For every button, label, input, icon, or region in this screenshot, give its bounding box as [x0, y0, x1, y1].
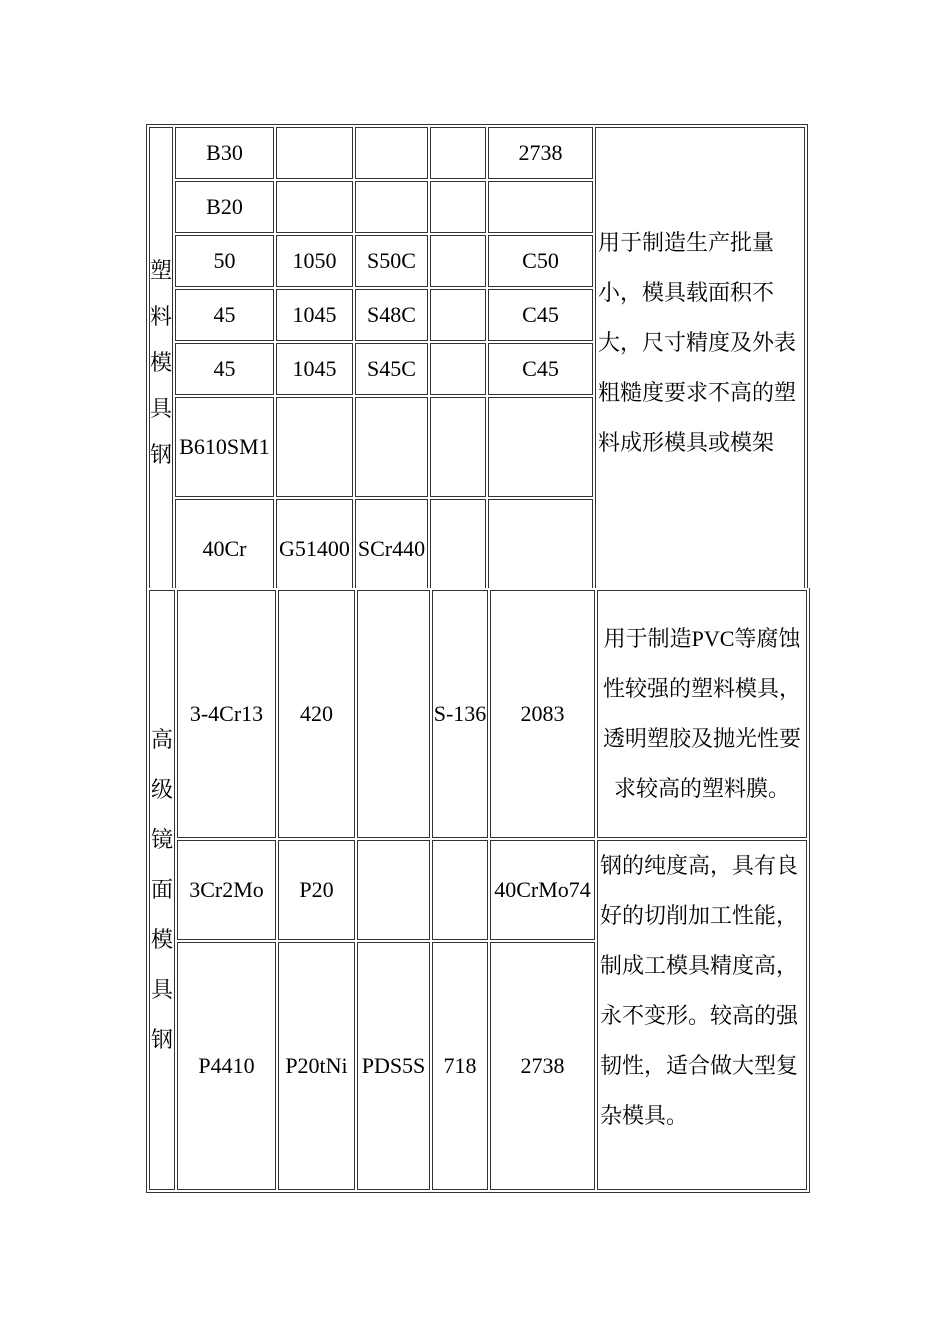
- grade-jp: [355, 181, 428, 233]
- grade-de: C45: [488, 343, 593, 395]
- grade-col4: 718: [432, 942, 488, 1190]
- grade-us: G51400: [276, 499, 353, 599]
- grade-cn: B30: [175, 127, 274, 179]
- grade-de: C50: [488, 235, 593, 287]
- grade-us: [276, 127, 353, 179]
- grade-us: 1045: [276, 289, 353, 341]
- grade-de: [488, 181, 593, 233]
- grade-col4: [430, 397, 486, 497]
- grade-cn: 45: [175, 343, 274, 395]
- grade-jp: S48C: [355, 289, 428, 341]
- grade-jp: [357, 590, 430, 838]
- table-row: [149, 590, 807, 838]
- grade-jp: S45C: [355, 343, 428, 395]
- grade-jp: SCr440: [355, 499, 428, 599]
- grade-de: 2083: [490, 590, 595, 838]
- grade-de: 2738: [490, 942, 595, 1190]
- category-cell-mirror-mold-steel: [149, 590, 175, 1190]
- table-row: [149, 127, 805, 179]
- category-label: 高级镜面模具钢: [151, 727, 174, 1052]
- grade-us: 1045: [276, 343, 353, 395]
- grade-de: 2738: [488, 127, 593, 179]
- category-label: 塑料模具钢: [150, 258, 173, 467]
- grade-col4: [430, 289, 486, 341]
- grade-col4: S-136: [432, 590, 488, 838]
- grade-col4: [430, 181, 486, 233]
- grade-de: 40CrMo74: [490, 840, 595, 940]
- grade-cn: 40Cr: [175, 499, 274, 599]
- grade-col4: [430, 343, 486, 395]
- description-cell: [597, 840, 807, 1190]
- grade-us: [276, 397, 353, 497]
- grade-us: 420: [278, 590, 355, 838]
- grade-us: [276, 181, 353, 233]
- grade-jp: S50C: [355, 235, 428, 287]
- grade-us: 1050: [276, 235, 353, 287]
- grade-col4: [432, 840, 488, 940]
- grade-cn: 50: [175, 235, 274, 287]
- grade-col4: [430, 127, 486, 179]
- grade-jp: [355, 127, 428, 179]
- description-text: 钢的纯度高，具有良好的切削加工性能，制成工模具精度高，永不变形。较高的强韧性，适合做大型复杂模具。: [600, 853, 799, 1128]
- grade-cn: 3Cr2Mo: [177, 840, 276, 940]
- grade-cn: P4410: [177, 942, 276, 1190]
- steel-grade-table: [146, 124, 808, 602]
- grade-col4: [430, 499, 486, 599]
- steel-grade-table-mirror: [146, 588, 810, 1193]
- table-row: [149, 840, 807, 940]
- grade-cn: 3-4Cr13: [177, 590, 276, 838]
- grade-us: P20tNi: [278, 942, 355, 1190]
- grade-de: C45: [488, 289, 593, 341]
- grade-us: P20: [278, 840, 355, 940]
- description-text: 用于制造PVC等腐蚀性较强的塑料模具，透明塑胶及抛光性要求较高的塑料膜。: [602, 626, 801, 801]
- grade-de: [488, 397, 593, 497]
- grade-cn: B610SM1: [175, 397, 274, 497]
- grade-jp: PDS5S: [357, 942, 430, 1190]
- grade-de: [488, 499, 593, 599]
- description-cell: [595, 127, 805, 599]
- grade-col4: [430, 235, 486, 287]
- grade-jp: [355, 397, 428, 497]
- category-cell-plastic-mold-steel: [149, 127, 173, 599]
- grade-jp: [357, 840, 430, 940]
- description-text: 用于制造生产批量小，模具载面积不大，尺寸精度及外表粗糙度要求不高的塑料成形模具或模架: [598, 230, 797, 455]
- description-cell: [597, 590, 807, 838]
- grade-cn: 45: [175, 289, 274, 341]
- grade-cn: B20: [175, 181, 274, 233]
